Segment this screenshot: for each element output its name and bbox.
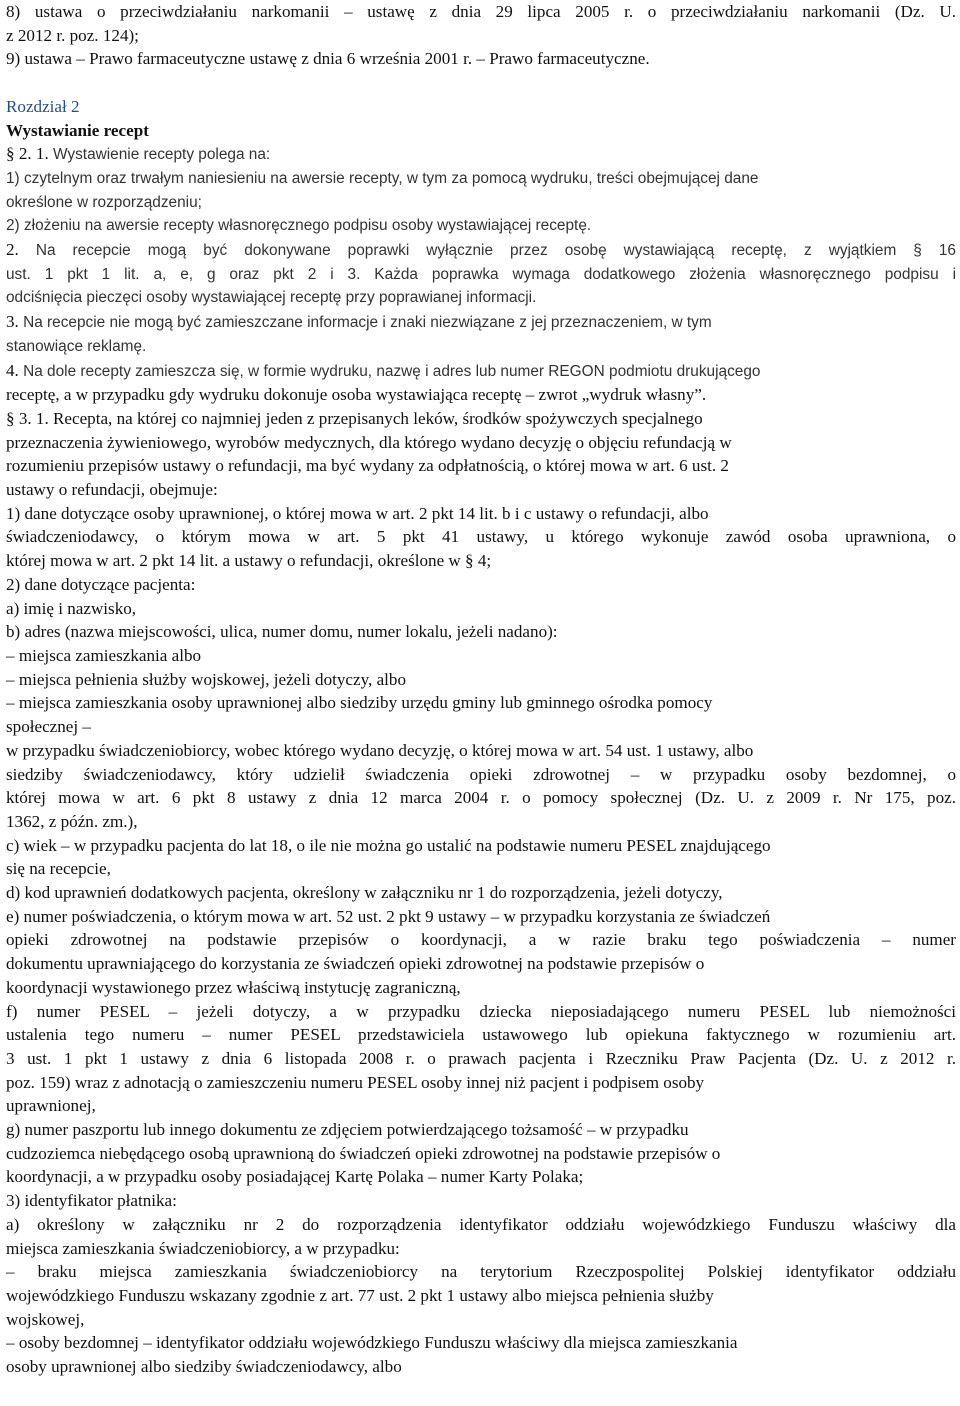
text-line: 2) złożeniu na awersie recepty własnoręcznego podpisu osoby wystawiającej receptę. — [6, 217, 592, 235]
text-line: ust. 1 pkt 1 lit. a, e, g oraz pkt 2 i 3. Każda poprawka wymaga dodatkowego złożenia własnoręcznego podpisu i — [6, 265, 956, 283]
text-line: a) imię i nazwisko, — [6, 598, 137, 618]
text-line — [6, 359, 956, 384]
paragraph-text: Na recepcie mogą być dokonywane poprawki wyłącznie przez osobę wystawiającą receptę, z wyjątkiem § 16 — [35, 242, 956, 260]
text-line: siedziby świadczeniodawcy, który udzielił świadczenia opieki zdrowotnej – w przypadku osoby bezdomnej, o — [6, 764, 956, 784]
text-line: osoby uprawnionej albo siedziby świadczeniodawcy, albo — [6, 1357, 402, 1377]
text-line: 9) ustawa – Prawo farmaceutyczne ustawę z dnia 6 września 2001 r. – Prawo farmaceutyczne. — [6, 49, 650, 69]
text-line — [6, 142, 956, 167]
text-line: f) numer PESEL – jeżeli dotyczy, a w przypadku dziecka nieposiadającego numeru PESEL lub niemożności — [6, 1001, 956, 1021]
text-line: której mowa w art. 2 pkt 14 lit. a ustawy o refundacji, określone w § 4; — [6, 551, 492, 571]
paragraph-text: Na recepcie nie mogą być zamieszczane informacje i znaki niezwiązane z jej przeznaczeniem, w tym — [23, 314, 712, 332]
text-line: ustalenia tego numeru – numer PESEL przedstawiciela ustawowego lub opiekuna faktycznego w rozumieniu art. — [6, 1025, 956, 1045]
text-line: koordynacji wystawionego przez właściwą instytucję zagraniczną, — [6, 977, 461, 997]
text-line: 2) dane dotyczące pacjenta: — [6, 574, 196, 594]
text-line: się na recepcie, — [6, 859, 111, 879]
text-line: rozumieniu przepisów ustawy o refundacji, ma być wydany za odpłatnością, o której mowa w art. 6 ust. 2 — [6, 456, 729, 476]
text-line: g) numer paszportu lub innego dokumentu ze zdjęciem potwierdzającego tożsamość – w przypadku — [6, 1120, 689, 1140]
text-line: społecznej – — [6, 717, 91, 737]
text-line — [6, 310, 956, 335]
paragraph-text: Wystawienie recepty polega na: — [53, 146, 271, 164]
text-line: § 3. 1. Recepta, na której co najmniej jeden z przepisanych leków, środków spożywczych specjalnego — [6, 408, 703, 428]
text-line: określone w rozporządzeniu; — [6, 193, 202, 211]
text-line: której mowa w art. 6 pkt 8 ustawy z dnia 12 marca 2004 r. o pomocy społecznej (Dz. U. z 2009 r. Nr 175, poz. — [6, 788, 956, 808]
text-line: 1362, z późn. zm.), — [6, 811, 138, 831]
text-line: wojewódzkiego Funduszu wskazany zgodnie z art. 77 ust. 2 pkt 1 ustawy albo miejsca pełnienia służby — [6, 1285, 714, 1305]
text-line: 3) identyfikator płatnika: — [6, 1191, 177, 1211]
text-line: d) kod uprawnień dodatkowych pacjenta, określony w załączniku nr 1 do rozporządzenia, jeżeli dotyczy, — [6, 883, 723, 903]
chapter-title: Wystawianie recept — [6, 120, 149, 140]
text-line: koordynacji, a w przypadku osoby posiadającej Kartę Polaka – numer Karty Polaka; — [6, 1167, 584, 1187]
text-line: z 2012 r. poz. 124); — [6, 25, 139, 45]
text-line: ustawy o refundacji, obejmuje: — [6, 480, 218, 500]
paragraph-number: § 2. 1. — [6, 144, 54, 164]
text-line: w przypadku świadczeniobiorcy, wobec którego wydano decyzję, o której mowa w art. 54 ust. 1 ustawy, albo — [6, 740, 754, 760]
text-line: – braku miejsca zamieszkania świadczeniobiorcy na terytorium Rzeczpospolitej Polskiej identyfikator oddziału — [6, 1262, 956, 1282]
paragraph-number: 3. — [6, 312, 24, 332]
text-line: miejsca zamieszkania świadczeniobiorcy, a w przypadku: — [6, 1238, 400, 1258]
paragraph-number: 4. — [6, 360, 24, 380]
text-line: – miejsca pełnienia służby wojskowej, jeżeli dotyczy, albo — [6, 669, 406, 689]
text-line: 1) czytelnym oraz trwałym naniesieniu na awersie recepty, w tym za pomocą wydruku, treści obejmującej dane — [6, 169, 759, 187]
text-line: b) adres (nazwa miejscowości, ulica, numer domu, numer lokalu, jeżeli nadano): — [6, 622, 558, 642]
text-line: opieki zdrowotnej na podstawie przepisów o koordynacji, a w razie braku tego poświadczenia – numer — [6, 930, 956, 950]
text-line: – osoby bezdomnej – identyfikator oddziału wojewódzkiego Funduszu właściwy dla miejsca zamieszkania — [6, 1333, 738, 1353]
text-line: 8) ustawa o przeciwdziałaniu narkomanii – ustawę z dnia 29 lipca 2005 r. o przeciwdziałaniu narkomanii (Dz. U. — [6, 2, 956, 21]
text-line: poz. 159) wraz z adnotacją o zamieszczeniu numeru PESEL osoby innej niż pacjent i podpisem osoby — [6, 1072, 705, 1092]
text-line — [6, 238, 956, 263]
paragraph-text: Na dole recepty zamieszcza się, w formie wydruku, nazwę i adres lub numer REGON podmiotu drukującego — [23, 362, 761, 380]
text-line: uprawnionej, — [6, 1096, 96, 1116]
text-line: odciśnięcia pieczęci osoby wystawiającej receptę przy poprawianej informacji. — [6, 289, 537, 307]
text-line: wojskowej, — [6, 1309, 85, 1329]
text-line: c) wiek – w przypadku pacjenta do lat 18, o ile nie można go ustalić na podstawie numeru PESEL znajdującego — [6, 835, 771, 855]
chapter-number: Rozdział 2 — [6, 96, 80, 116]
text-line: 3 ust. 1 pkt 1 ustawy z dnia 6 listopada 2008 r. o prawach pacjenta i Rzeczniku Praw Pacjenta (Dz. U. z 2012 r. — [6, 1048, 956, 1068]
paragraph-number: 2. — [6, 240, 36, 260]
text-line: dokumentu uprawniającego do korzystania ze świadczeń opieki zdrowotnej na podstawie przepisów o — [6, 954, 705, 974]
text-line: e) numer poświadczenia, o którym mowa w art. 52 ust. 2 pkt 9 ustawy – w przypadku korzystania ze świadczeń — [6, 906, 771, 926]
text-line: świadczeniodawcy, o którym mowa w art. 5 pkt 41 ustawy, u którego wykonuje zawód osoba uprawniona, o — [6, 527, 956, 547]
text-line: receptę, a w przypadku gdy wydruku dokonuje osoba wystawiająca receptę – zwrot „wydruk własny”. — [6, 385, 707, 405]
text-line — [6, 71, 956, 95]
text-line: – miejsca zamieszkania osoby uprawnionej albo siedziby urzędu gminy lub gminnego ośrodka pomocy — [6, 693, 713, 713]
text-line: a) określony w załączniku nr 2 do rozporządzenia identyfikator oddziału wojewódzkiego Funduszu właściwy dla — [6, 1214, 956, 1234]
text-line: stanowiące reklamę. — [6, 337, 147, 355]
text-line: 1) dane dotyczące osoby uprawnionej, o której mowa w art. 2 pkt 14 lit. b i c ustawy o refundacji, albo — [6, 503, 709, 523]
text-line: przeznaczenia żywieniowego, wyrobów medycznych, dla którego wydano decyzję o objęciu refundacją w — [6, 432, 732, 452]
text-line: cudzoziemca niebędącego osobą uprawnioną do świadczeń opieki zdrowotnej na podstawie przepisów o — [6, 1143, 721, 1163]
text-line: – miejsca zamieszkania albo — [6, 645, 202, 665]
document-body — [6, 0, 956, 1379]
